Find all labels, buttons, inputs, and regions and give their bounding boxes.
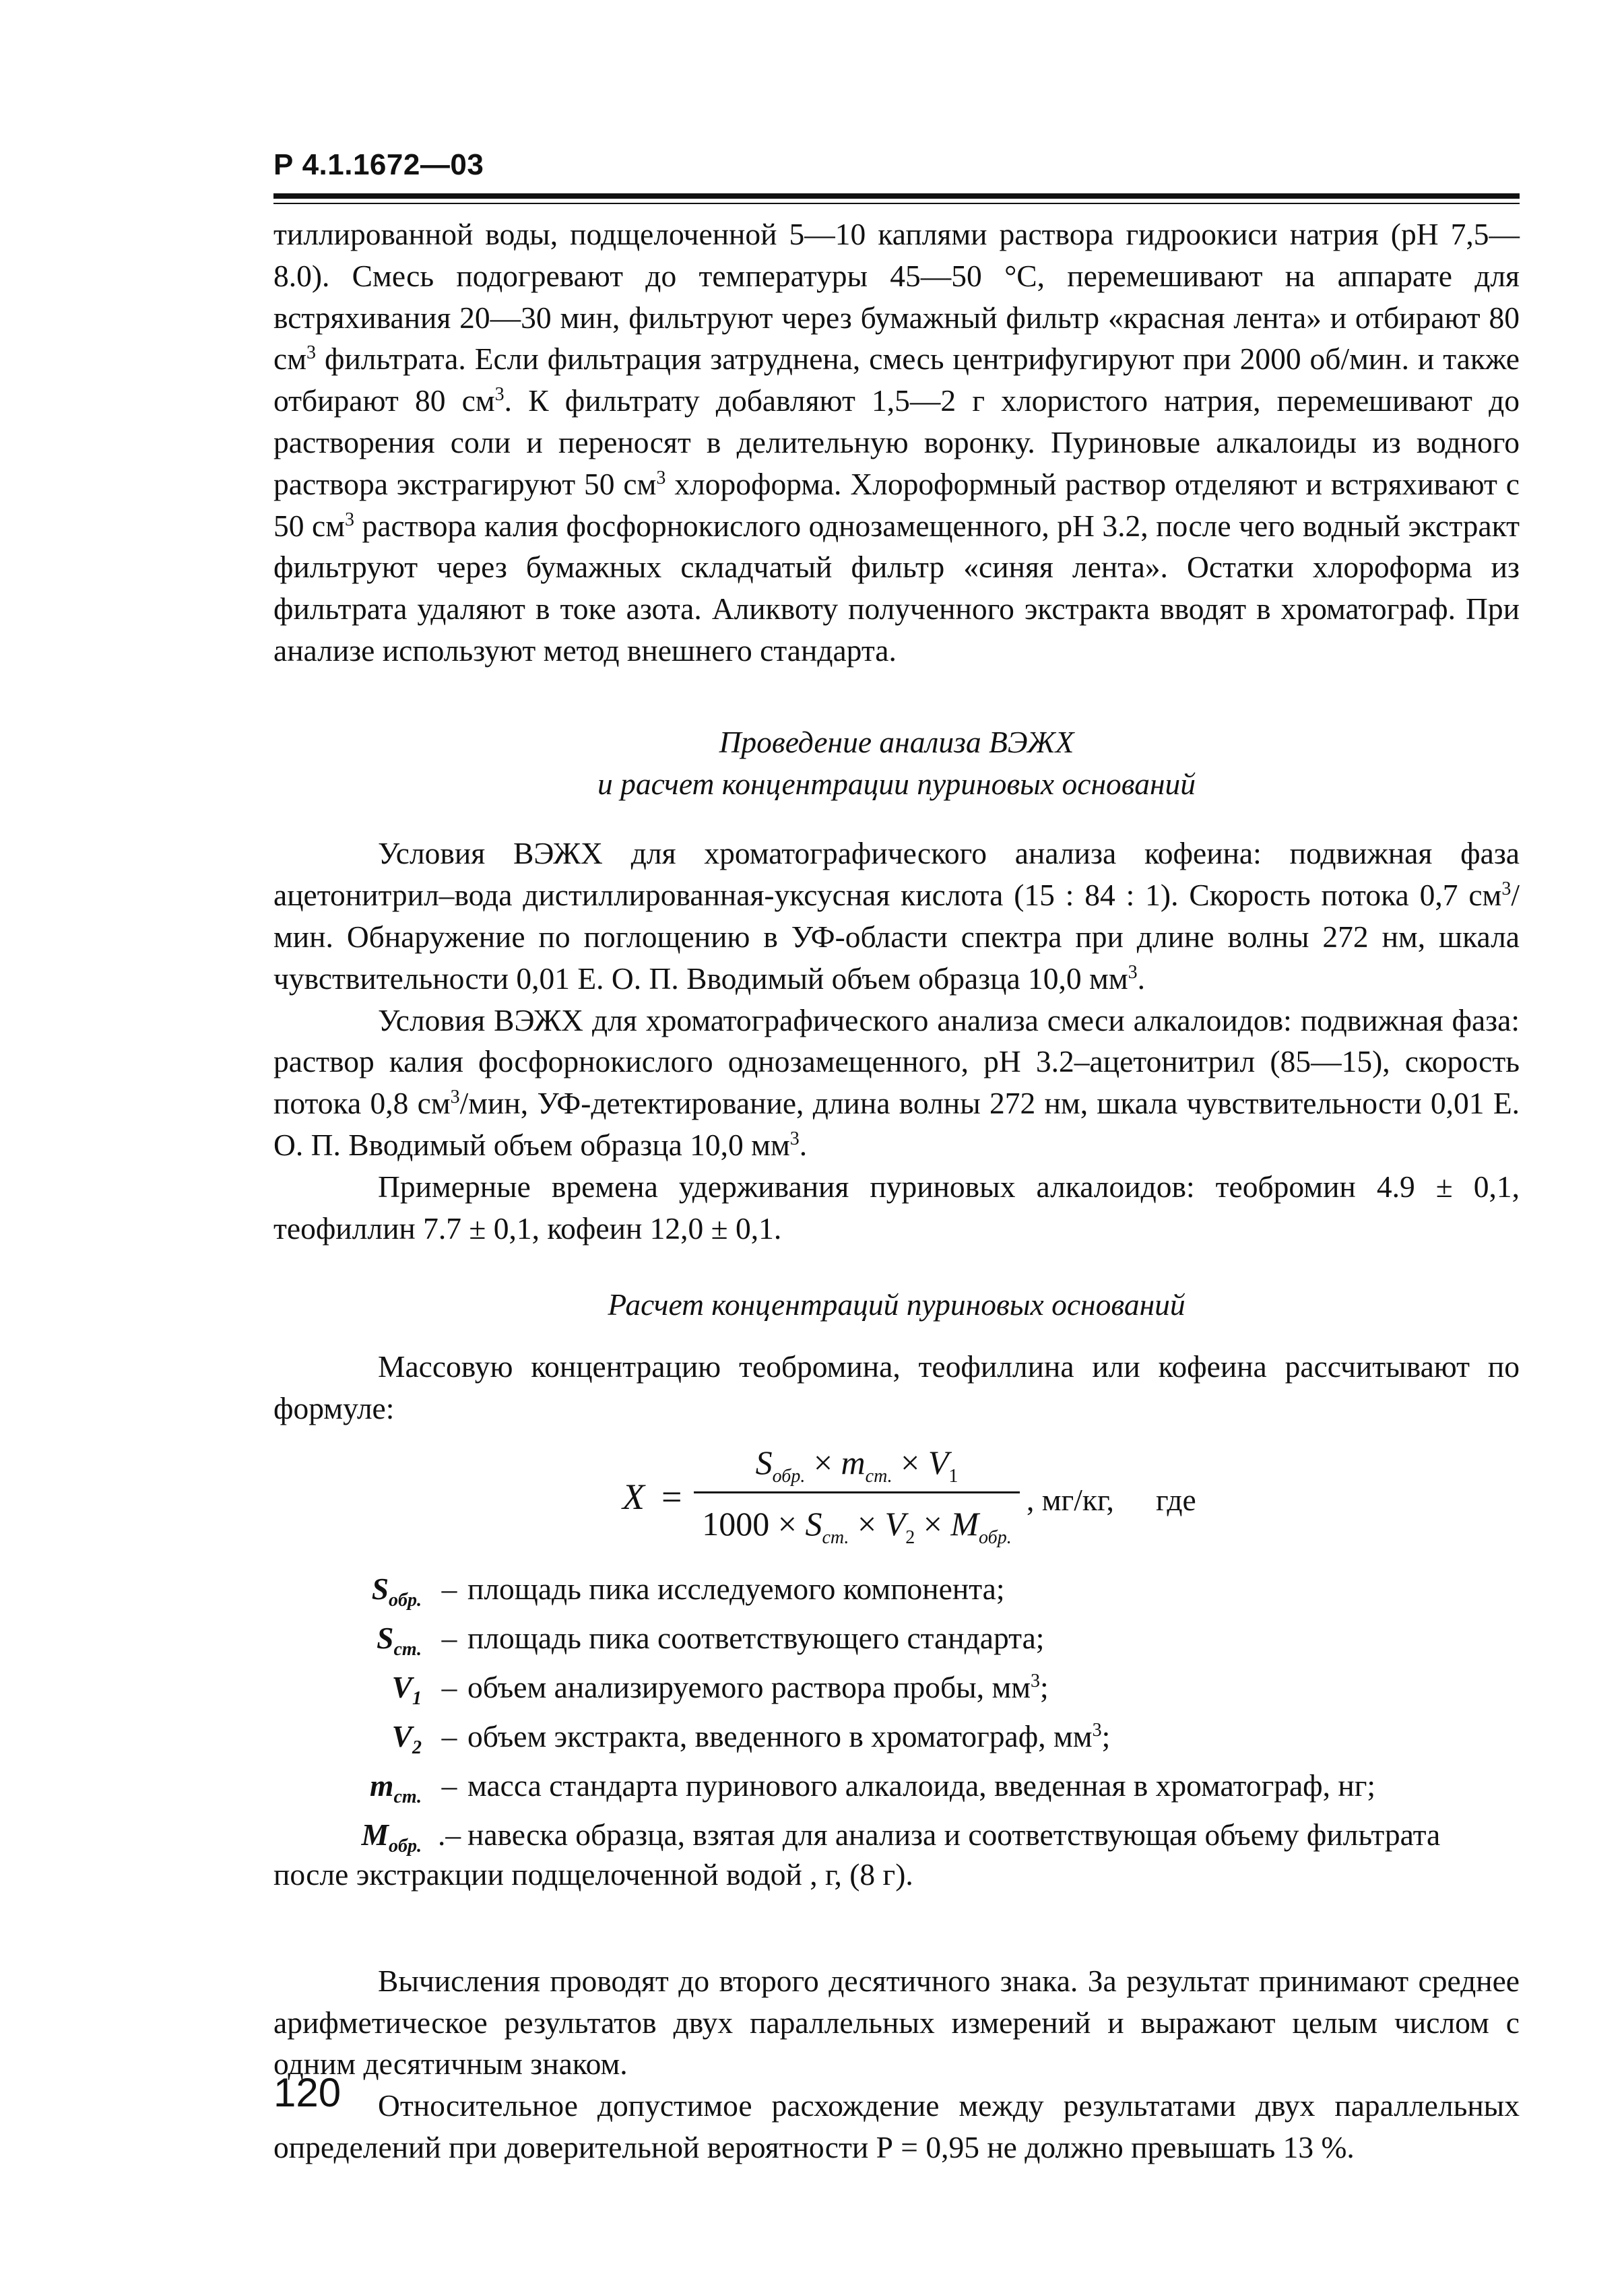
section-heading-hplc-line2: и расчет концентрации пуриновых оснований — [597, 766, 1196, 801]
formula-legend — [273, 1564, 1520, 1896]
formula-denominator: $1000 \times S_{ст.} \times V_2 \times M_{обр.}$ — [702, 1504, 1012, 1548]
formula-lhs: X — [622, 1476, 645, 1517]
paragraph-rounding: Вычисления проводят до второго десятичного знака. За результат принимают среднее арифметическое результатов двух параллельных измерений и выражают целым числом с одним десятичным знаком. — [273, 1963, 1520, 2082]
section-heading-hplc: Проведение анализа ВЭЖХ — [719, 724, 1074, 759]
legend-continuation: после экстракции подщелоченной водой , г, (8 г). — [273, 1857, 913, 1892]
body-text — [273, 214, 1520, 2168]
legend-item: $m_{ст.}$ – масса стандарта пуринового алкалоида, введенная в хроматограф, нг; — [370, 1768, 1376, 1807]
intro-paragraph: тиллированной воды, подщелоченной 5—10 каплями раствора гидроокиси натрия (рН 7,5—8.0). Смесь подогревают до температуры 45—50 °С, перемешивают на аппарате для встряхивания 20—30 мин, фильтруют через бумажный фильтр «красная лента» и отбирают 80 $см^3$ фильтрата. Если фильтрация затруднена, смесь центрифугируют при 2000 об/мин. и также отбирают 80 $см^3$. К фильтрату добавляют 1,5—2 г хлористого натрия, перемешивают до растворения соли и переносят в делительную воронку. Пуриновые алкалоиды из водного раствора экстрагируют 50 $см^3$ хлороформа. Хлороформный раствор отделяют и встряхивают с 50 $см^3$ раствора калия фосфорнокислого однозамещенного, рН 3.2, после чего водный экстракт фильтруют через бумажных складчатый фильтр «синяя лента». Остатки хлороформа из фильтрата удаляют в токе азота. Аликвоту полученного экстракта вводят в хроматограф. При анализе используют метод внешнего стандарта. — [273, 217, 1520, 668]
legend-item: $V_2$ – объем экстракта, введенного в хроматограф, $мм^3$; — [391, 1718, 1111, 1758]
paragraph-tolerance: Относительное допустимое расхождение между результатами двух параллельных определений при доверительной вероятности Р = 0,95 не должно превышать 13 %. — [273, 2088, 1520, 2164]
header-rule-thick — [273, 193, 1520, 199]
section-heading-calculation: Расчет концентраций пуриновых оснований — [608, 1287, 1185, 1322]
formula-fraction-bar — [694, 1491, 1020, 1493]
legend-item: $S_{обр.}$ – площадь пика исследуемого компонента; — [371, 1571, 1005, 1611]
formula-equals: = — [661, 1476, 682, 1517]
legend-item: $V_1$ – объем анализируемого раствора пробы, $мм^3$; — [391, 1669, 1049, 1709]
page-number: 120 — [273, 2070, 342, 2115]
legend-item: $S_{ст.}$ – площадь пика соответствующего стандарта; — [377, 1620, 1045, 1660]
document-code-header: Р 4.1.1672—03 — [273, 148, 484, 181]
formula-where: где — [1156, 1482, 1196, 1517]
concentration-formula — [273, 1436, 1520, 1564]
formula-numerator: $S_{обр.} \times m_{ст.} \times V_1$ — [755, 1443, 959, 1487]
formula-fraction — [694, 1436, 1020, 1550]
legend-item: $M_{обр.}$ .– навеска образца, взятая для анализа и соответствующая объему фильтрата — [361, 1817, 1441, 1857]
formula-unit: , мг/кг, — [1027, 1482, 1114, 1517]
page-content — [273, 145, 1520, 2168]
header-rule-thin — [273, 203, 1520, 204]
paragraph-caffeine-conditions: Условия ВЭЖХ для хроматографического анализа кофеина: подвижная фаза ацетонитрил–вода дистиллированная-уксусная кислота (15 : 84 : 1). Скорость потока 0,7 $см^3$/мин. Обнаружение по поглощению в УФ-области спектра при длине волны 272 нм, шкала чувствительности 0,01 Е. О. П. Вводимый объем образца 10,0 $мм^3$. — [273, 836, 1520, 996]
paragraph-retention-times: Примерные времена удерживания пуриновых алкалоидов: теобромин 4.9 ± 0,1, теофиллин 7.7 ± 0,1, кофеин 12,0 ± 0,1. — [273, 1169, 1520, 1246]
paragraph-formula-intro: Массовую концентрацию теобромина, теофиллина или кофеина рассчитывают по формуле: — [273, 1349, 1520, 1425]
paragraph-alkaloid-mix-conditions: Условия ВЭЖХ для хроматографического анализа смеси алкалоидов: подвижная фаза: раствор калия фосфорнокислого однозамещенного, рН 3.2–ацетонитрил (85—15), скорость потока 0,8 $см^3$/мин, УФ-детектирование, длина волны 272 нм, шкала чувствительности 0,01 Е. О. П. Вводимый объем образца 10,0 $мм^3$. — [273, 1002, 1520, 1162]
